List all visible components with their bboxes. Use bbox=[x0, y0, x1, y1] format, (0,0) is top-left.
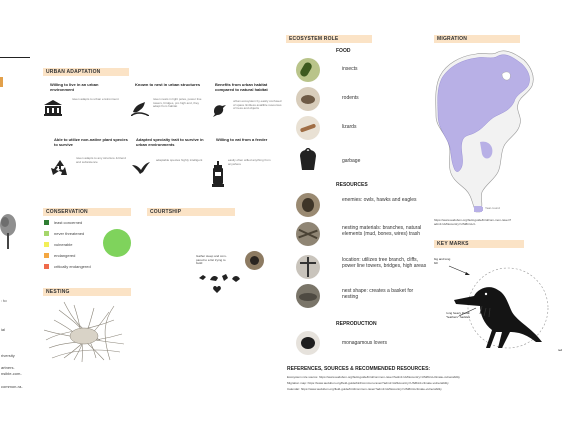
feeder-icon bbox=[212, 161, 224, 187]
conservation-status-dot bbox=[103, 229, 131, 257]
legend-label-least: least concerned bbox=[54, 220, 83, 225]
legend-swatch-endangered bbox=[44, 253, 49, 258]
strip-text-1: : to bbox=[1, 298, 7, 303]
courtship-title: COURTSHIP bbox=[147, 208, 235, 216]
enemies-photo bbox=[296, 193, 320, 217]
resources-heading: RESOURCES bbox=[336, 182, 368, 188]
urban-item-2 bbox=[131, 82, 207, 128]
lizards-photo bbox=[296, 116, 320, 140]
urban-item-5-desc: adaptable species highly intelligent bbox=[156, 158, 203, 162]
courtship-bird-icons bbox=[198, 272, 244, 284]
nesting-photo bbox=[44, 300, 124, 364]
migration-title: MIGRATION bbox=[434, 35, 520, 43]
urban-item-3-desc: urban ecosystem by easily confused of space limitless availible resources of tress and objects bbox=[233, 99, 282, 111]
food-insects: insects bbox=[342, 66, 358, 72]
food-garbage: garbage bbox=[342, 158, 361, 164]
nesting-materials-photo bbox=[296, 222, 320, 246]
courtship-note-3: build bbox=[196, 261, 203, 266]
urban-adaptation-title: URBAN ADAPTATION bbox=[43, 68, 129, 76]
conservation-title: CONSERVATION bbox=[43, 208, 131, 216]
flying-bird-icon bbox=[132, 161, 150, 175]
urban-item-6 bbox=[212, 137, 282, 193]
references-title: REFERENCES, SOURCES & RECOMMENDED RESOURCES: bbox=[287, 366, 431, 372]
legend-swatch-never bbox=[44, 231, 49, 236]
resource-location: location: utilizes tree branch, cliffs, power line towers, bridges, high areas bbox=[342, 257, 427, 269]
reference-1: Ecosystem role source: https://www.audubon.org/field-guide/bird/common-raven?adm1=AZ&country=US#bird-climate-vulnerability bbox=[287, 375, 460, 379]
reproduction-heading: REPRODUCTION bbox=[336, 321, 377, 327]
urban-item-4 bbox=[50, 137, 130, 183]
recycle-icon bbox=[50, 159, 70, 177]
insects-photo bbox=[296, 58, 320, 82]
urban-item-3-label: Benefits from urban habitat compared to natural habitat bbox=[215, 82, 268, 92]
resource-enemies: enemies: owls, hawks and eagles bbox=[342, 197, 417, 203]
strip-text-6: common-ra- bbox=[1, 384, 23, 389]
migration-legend-swatch bbox=[475, 207, 483, 211]
urban-item-5 bbox=[132, 137, 212, 183]
nest-shape-photo bbox=[296, 284, 320, 308]
resource-nesting-materials: nesting materials: branches, natural elements (mud, bones, wires) trash bbox=[342, 225, 422, 237]
top-rule bbox=[0, 57, 30, 58]
legend-swatch-critical bbox=[44, 264, 49, 269]
legend-label-critical: critically endangered bbox=[54, 264, 91, 269]
legend-label-never: never threatened bbox=[54, 231, 85, 236]
ecosystem-title: ECOSYSTEM ROLE bbox=[286, 35, 372, 43]
reproduction-text: monagamous lovers bbox=[342, 340, 388, 346]
courtship-notes bbox=[196, 255, 244, 266]
migration-map bbox=[432, 46, 542, 216]
urban-item-2-desc: raven nests in light poles, power line towers, bridges, pro high and, they adapt from habitat bbox=[153, 97, 202, 109]
resource-nest-shape: nest shape: creates a basket for nesting bbox=[342, 288, 414, 300]
urban-item-5-label: Adapted specialty trait to survive in urban environments bbox=[136, 137, 204, 147]
key-mark-hackles: long heavy throat "feathers" hackles bbox=[446, 311, 470, 319]
strip-text-3: riversity bbox=[1, 353, 15, 358]
nesting-title: NESTING bbox=[43, 288, 131, 296]
nest-bird-icon bbox=[131, 100, 149, 116]
reference-2: Migration map: https://www.audubon.org/field-guide/bird/common-raven?adm1=AZ&country=US#bird-climate-vulnerability bbox=[287, 381, 449, 385]
tree-illustration bbox=[0, 213, 16, 249]
left-ornament bbox=[0, 77, 3, 87]
strip-text-5: nsible-com- bbox=[1, 371, 22, 376]
left-strip bbox=[0, 0, 30, 426]
location-photo bbox=[296, 255, 320, 279]
urban-item-4-label: Able to utilize non-native plant species to survive bbox=[54, 137, 128, 147]
legend-swatch-vulnerable bbox=[44, 242, 49, 247]
urban-item-6-desc: easily often willed anything from anywhere bbox=[228, 158, 271, 166]
key-marks-title: KEY MARKS bbox=[434, 240, 524, 248]
strip-text-4: artners. bbox=[1, 365, 15, 370]
urban-item-6-label: Willing to eat from a feeder bbox=[216, 137, 268, 142]
migration-source: https://www.audubon.org/field-guide/bird/com-mon-raven?adm1=AZ&country=US#bird-cl- bbox=[434, 218, 512, 226]
conservation-legend bbox=[44, 219, 104, 279]
reproduction-photo bbox=[296, 331, 320, 355]
urban-item-3 bbox=[211, 82, 281, 128]
courtship-note-1: Gather steep and com- bbox=[196, 254, 227, 258]
key-mark-bill: big and long bill bbox=[434, 257, 451, 265]
courtship-note-2: pared to a list trying to bbox=[196, 257, 226, 262]
urban-item-2-label: Known to nest in urban structures bbox=[135, 82, 201, 87]
pointer-bill bbox=[448, 264, 472, 276]
food-rodents: rodents bbox=[342, 95, 359, 101]
reference-3: Calendar: https://www.audubon.org/field-guide/bird/common-raven?adm1=AZ&country=US#bird-climate-vulnerability bbox=[287, 387, 442, 391]
building-icon bbox=[44, 100, 62, 116]
migration-legend-label: Year-round bbox=[485, 206, 500, 210]
urban-item-1 bbox=[44, 82, 124, 128]
legend-swatch-least bbox=[44, 220, 49, 225]
urban-item-1-desc: raven adapts to urban environment bbox=[72, 97, 119, 101]
bird-icon bbox=[211, 102, 229, 118]
legend-label-vulnerable: vulnerable bbox=[54, 242, 73, 247]
courtship-photo bbox=[245, 251, 264, 270]
strip-text-2: ial bbox=[1, 327, 6, 332]
food-lizards: lizards bbox=[342, 124, 357, 130]
urban-item-1-label: Willing to live in an urban environment bbox=[50, 82, 99, 92]
courtship-heart-icon bbox=[213, 286, 221, 293]
garbage-icon bbox=[297, 148, 319, 172]
urban-item-4-desc: raven adapts to any structure & blend and subsistence bbox=[76, 156, 126, 164]
food-heading: FOOD bbox=[336, 48, 351, 54]
rodents-photo bbox=[296, 87, 320, 111]
legend-label-endangered: endangered bbox=[54, 253, 76, 258]
key-mark-tail: ted bbox=[558, 348, 563, 352]
